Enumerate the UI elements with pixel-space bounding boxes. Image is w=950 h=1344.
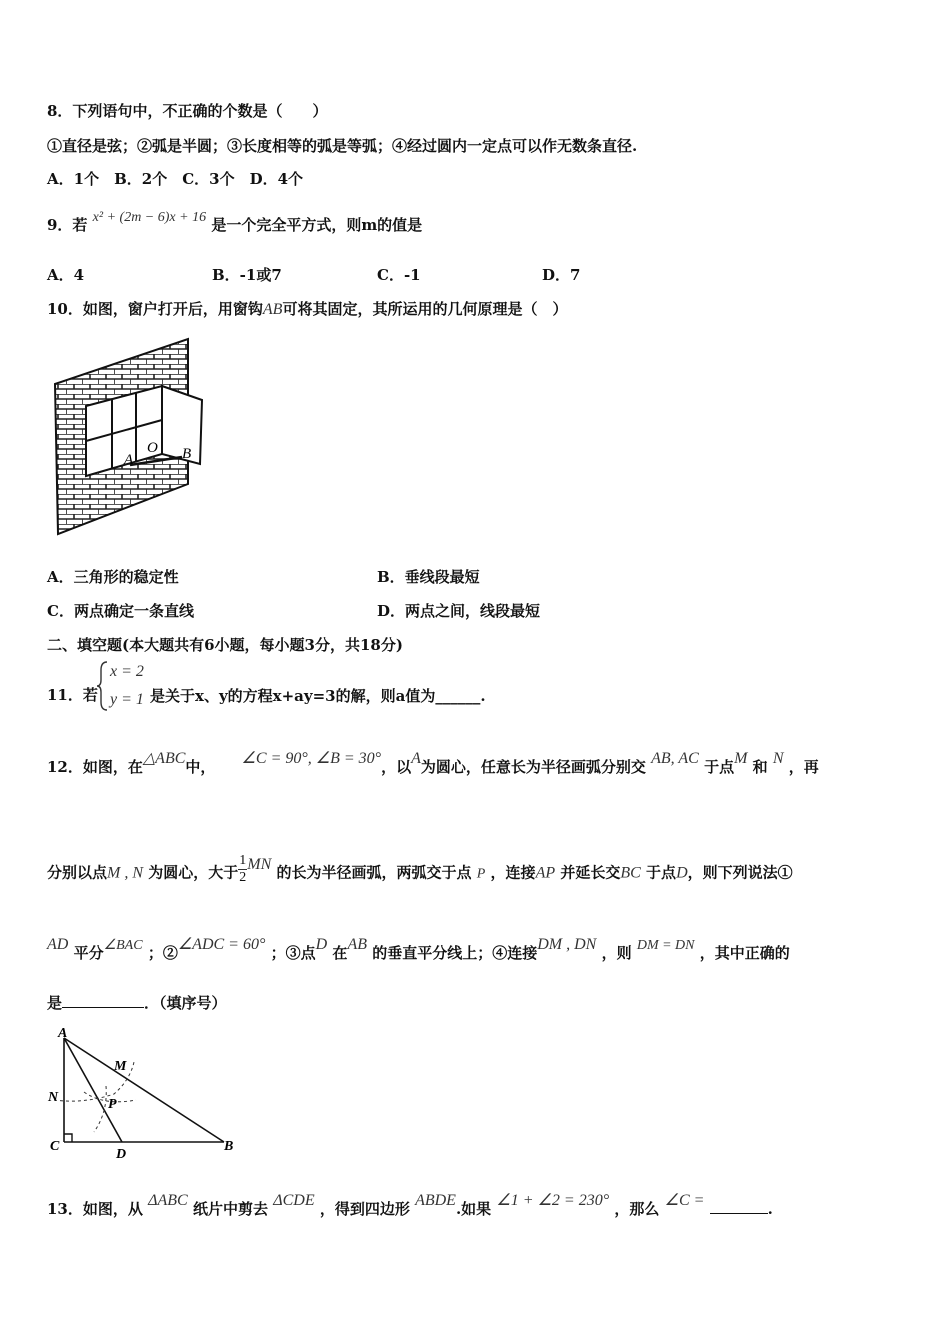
q12-l1-f: 和 — [752, 758, 768, 776]
q12-fraction — [238, 853, 247, 886]
q12-m-n: M , N — [107, 864, 144, 882]
q12-l1-b: 中， — [185, 758, 216, 776]
q13-angle-sum: ∠1 + ∠2 = 230° — [496, 1192, 610, 1209]
q12-l3-c: ；③点 — [270, 944, 316, 962]
q12-angle-bac: ∠BAC — [103, 938, 143, 953]
q11-num: 11．若 — [47, 686, 98, 704]
side-ab — [64, 1038, 224, 1142]
q12-fraction-num: 1 — [239, 853, 247, 868]
q12-line3 — [47, 936, 790, 965]
q12-ab: AB — [347, 936, 367, 953]
q12-bc: BC — [620, 864, 641, 882]
fig-point-b: B — [224, 1139, 234, 1154]
right-angle-mark — [64, 1134, 72, 1142]
q10-option-a: A．三角形的稳定性 — [47, 568, 179, 586]
q12-l4-a: 是 — [47, 994, 63, 1012]
q12-point-n: N — [772, 750, 784, 767]
q12-answer-blank[interactable] — [62, 993, 144, 1008]
q9-line — [47, 210, 423, 237]
q12-l1-g: ，再 — [788, 758, 819, 776]
q13-angle-c: ∠C = — [664, 1192, 705, 1209]
fig-point-n: N — [48, 1090, 59, 1105]
q12-l1-c: ，以 — [381, 758, 412, 776]
q10-option-b: B．垂线段最短 — [377, 568, 480, 586]
q10-option-c: C．两点确定一条直线 — [47, 602, 194, 620]
q12-l3-b: ；② — [147, 944, 178, 962]
segment-ad — [64, 1038, 122, 1142]
q12-l2-c: 的长为半径画弧，两弧交于点 — [276, 863, 472, 882]
q12-l1-d: 为圆心，任意长为半径画弧分别交 — [420, 758, 646, 776]
q12-angles: ∠C = 90°, ∠B = 30° — [241, 750, 382, 767]
q12-triangle-abc: △ABC — [142, 750, 186, 767]
q12-ap: AP — [535, 864, 556, 882]
q11-eq2: y = 1 — [110, 691, 144, 708]
q9-option-a: A．4 — [47, 266, 85, 284]
fig-point-c: C — [50, 1139, 60, 1154]
q12-l3-g: ，其中正确的 — [699, 944, 790, 962]
q10-stem-post: 可将其固定，其所运用的几何原理是（ ） — [282, 300, 568, 318]
q12-ab-ac: AB, AC — [651, 750, 699, 767]
q13-b: 纸片中剪去 — [192, 1200, 268, 1218]
q13-line — [47, 1192, 773, 1220]
q12-point-a: A — [411, 750, 421, 767]
q9-expression: x² + (2m − 6)x + 16 — [92, 210, 207, 225]
q12-line4 — [47, 993, 227, 1013]
q12-point-d: D — [676, 864, 688, 882]
q13-f: . — [767, 1200, 773, 1218]
q12-angle-adc: ∠ADC = 60° — [177, 936, 266, 953]
q11-rest: 是关于x、y的方程x+ay=3的解，则a值为______. — [150, 687, 486, 705]
q12-point-m: M — [734, 750, 748, 767]
q13-c: ，得到四边形 — [319, 1200, 410, 1218]
q12-line2 — [47, 853, 793, 890]
q12-l1-a: 12．如图，在 — [47, 758, 143, 776]
q9-num: 9．若 — [47, 216, 88, 234]
q12-dm-dn: DM , DN — [537, 936, 597, 953]
q12-l1-e: 于点 — [704, 758, 735, 776]
q9-option-c: C．-1 — [377, 266, 421, 284]
fig-point-a: A — [58, 1026, 68, 1041]
q10-stem — [47, 299, 567, 320]
q12-l2-f: 于点 — [646, 863, 677, 882]
q12-fraction-den: 2 — [239, 870, 247, 885]
q10-stem-pre: 10．如图，窗户打开后，用窗钩 — [47, 300, 263, 318]
q12-l3-e: 的垂直平分线上；④连接 — [372, 944, 538, 962]
fig-point-m: M — [114, 1059, 127, 1074]
q12-l4-b: ．（填序号） — [144, 994, 227, 1012]
q9-option-d: D．7 — [542, 266, 581, 284]
fig-point-d: D — [116, 1147, 127, 1162]
q10-var-ab: AB — [262, 301, 283, 318]
q8-options: A．1个 B．2个 C．3个 D．4个 — [47, 170, 304, 188]
q10-option-d: D．两点之间，线段最短 — [377, 602, 541, 620]
q12-point-p: P — [476, 866, 486, 882]
q12-l2-b: 为圆心，大于 — [148, 863, 239, 882]
q12-l2-d: ，连接 — [490, 863, 536, 882]
q9-rest: 是一个完全平方式，则m的值是 — [211, 216, 423, 234]
window-figure — [50, 334, 210, 539]
q12-l3-point-d: D — [315, 936, 328, 953]
q12-l3-d: 在 — [332, 944, 348, 962]
system-brace-icon — [96, 660, 110, 712]
q13-triangle-cde: ΔCDE — [273, 1192, 315, 1209]
q13-triangle-abc: ΔABC — [148, 1192, 188, 1209]
q13-e: ，那么 — [614, 1200, 660, 1218]
q13-answer-blank[interactable] — [710, 1199, 768, 1214]
q13-d: .如果 — [455, 1200, 492, 1218]
fig-point-p: P — [108, 1097, 117, 1112]
q12-line1 — [47, 750, 819, 778]
fig-label-b: B — [182, 446, 192, 462]
fig-label-o: O — [147, 440, 158, 456]
q12-l3-f: ，则 — [601, 944, 632, 962]
q9-option-b: B．-1或7 — [212, 266, 282, 284]
q12-mn-segment: MN — [247, 855, 272, 873]
q13-quad-abde: ABDE — [415, 1192, 456, 1209]
section2-heading: 二、填空题(本大题共有6小题，每小题3分，共18分) — [47, 636, 403, 654]
q8-stem: 8．下列语句中，不正确的个数是（ ） — [47, 102, 328, 120]
q12-ad: AD — [47, 936, 69, 953]
q12-l3-a: 平分 — [73, 944, 104, 962]
q11-eq1: x = 2 — [110, 663, 144, 680]
q12-l2-e: 并延长交 — [560, 863, 621, 882]
q13-a: 13．如图，从 — [47, 1200, 143, 1218]
triangle-figure — [44, 1024, 244, 1162]
q12-l2-a: 分别以点 — [47, 863, 108, 882]
fig-label-a: A — [124, 452, 134, 468]
q12-l2-g: ，则下列说法① — [687, 863, 793, 882]
q12-dm-eq-dn: DM = DN — [636, 938, 695, 953]
q8-statements: ①直径是弦；②弧是半圆；③长度相等的弧是等弧；④经过圆内一定点可以作无数条直径. — [47, 137, 638, 155]
